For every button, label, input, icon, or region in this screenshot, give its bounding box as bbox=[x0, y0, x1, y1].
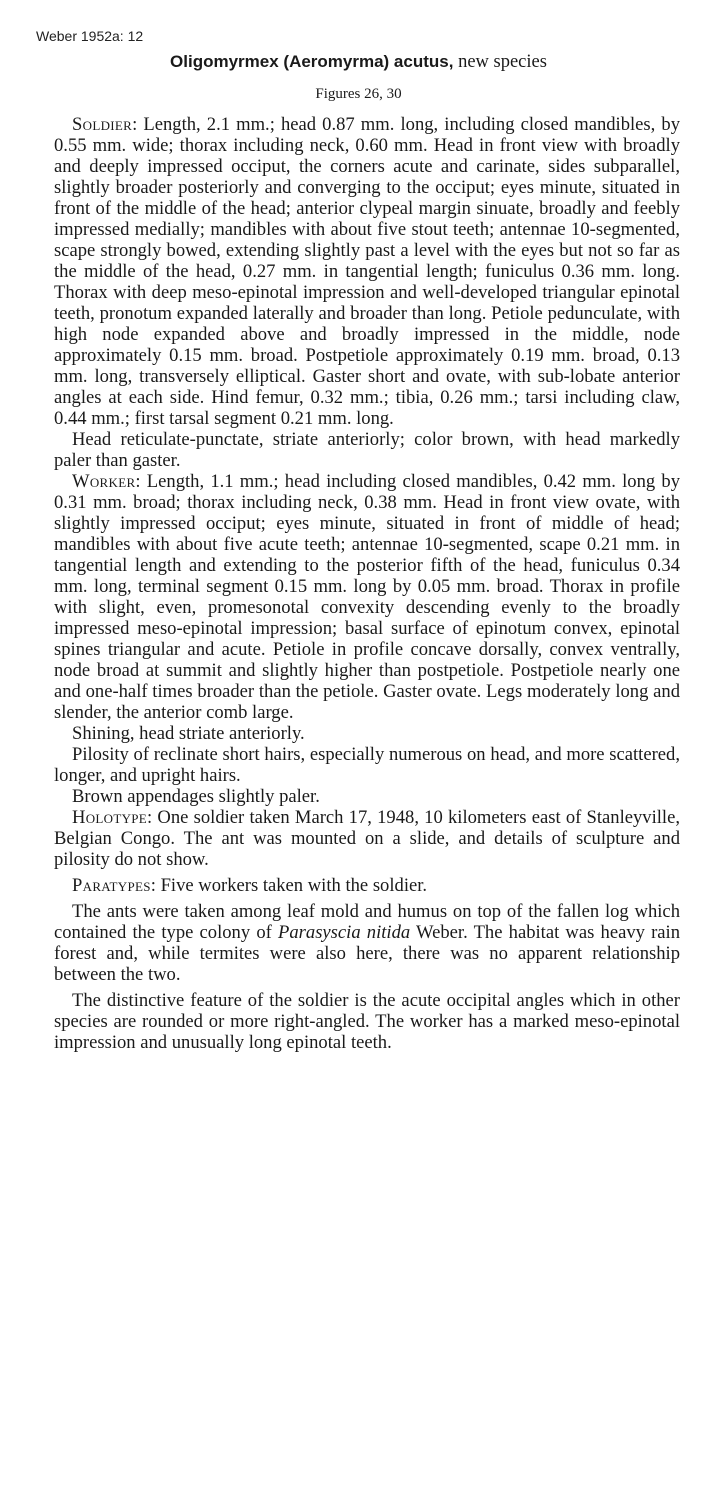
holotype-text: : One soldier taken March 17, 1948, 10 kilometers east of Stanleyville, Belgian Congo. The ant was mounted on a slide, and details of sculpture and pilosity do not show. bbox=[54, 807, 680, 870]
worker-text: : Length, 1.1 mm.; head including closed mandibles, 0.42 mm. long by 0.31 mm. broad; thorax including neck, 0.38 mm. Head in front view ovate, with slightly impressed occiput; eyes minute, situated in front of middle of head; mandibles with about five acute teeth; antennae 10-segmented, scape 0.21 mm. in tangential length and extending to the posterior fifth of the head, funiculus 0.34 mm. long, terminal segment 0.15 mm. long by 0.05 mm. broad. Thorax in profile with slight, even, promesonotal convexity descending evenly to the broadly impressed meso-epinotal impression; basal surface of epinotum convex, epinotal spines triangular and acute. Petiole in profile concave dorsally, convex ventrally, node broad at summit and slightly higher than postpetiole. Postpetiole nearly one and one-half times broader than the petiole. Gaster ovate. Legs moderately long and slender, the anterior comb large. bbox=[54, 471, 680, 723]
species-title bbox=[0, 52, 717, 73]
citation-tag: Weber 1952a: 12 bbox=[36, 28, 144, 44]
distinctive-paragraph: The distinctive feature of the soldier is the acute occipital angles which in other species are rounded or more right-angled. The worker has a marked meso-epinotal impression and unusually long epinotal teeth. bbox=[54, 990, 680, 1053]
habitat-text-before: The ants were taken among leaf mold and humus on top of the fallen log which contained the type colony of bbox=[54, 901, 680, 943]
soldier-paragraph bbox=[54, 114, 680, 429]
holotype-paragraph bbox=[54, 807, 680, 870]
habitat-species-name: Parasyscia nitida bbox=[278, 922, 411, 943]
paratypes-label: Paratypes bbox=[72, 875, 151, 896]
pilosity-paragraph: Pilosity of reclinate short hairs, especially numerous on head, and more scattered, longer, and upright hairs. bbox=[54, 744, 680, 786]
soldier-text: : Length, 2.1 mm.; head 0.87 mm. long, including closed mandibles, by 0.55 mm. wide; thorax including neck, 0.60 mm. Head in front view with broadly and deeply impressed occiput, the corners acute and carinate, sides subparallel, slightly broader posteriorly and converging to the occiput; eyes minute, situated in front of the middle of the head; anterior clypeal margin sinuate, broadly and feebly impressed medially; mandibles with about five stout teeth; antennae 10-segmented, scape strongly bowed, extending slightly past a level with the eyes but not so far as the middle of the head, 0.27 mm. in tangential length; funiculus 0.36 mm. long. Thorax with deep meso-epinotal impression and well-developed triangular epinotal teeth, pronotum expanded laterally and broader than long. Petiole pedunculate, with high node expanded above and broadly impressed in the middle, node approximately 0.15 mm. broad. Postpetiole approximately 0.19 mm. broad, 0.13 mm. long, transversely elliptical. Gaster short and ovate, with sub-lobate anterior angles at each side. Hind femur, 0.32 mm.; tibia, 0.26 mm.; tarsi including claw, 0.44 mm.; first tarsal segment 0.21 mm. long. bbox=[54, 114, 680, 429]
species-name: Oligomyrmex (Aeromyrma) acutus, bbox=[170, 52, 454, 71]
habitat-paragraph bbox=[54, 901, 680, 985]
color-paragraph: Brown appendages slightly paler. bbox=[72, 786, 320, 807]
soldier-sculpture-paragraph: Head reticulate-punctate, striate anteriorly; color brown, with head markedly paler than gaster. bbox=[54, 429, 680, 471]
shining-paragraph: Shining, head striate anteriorly. bbox=[72, 723, 305, 744]
holotype-label: Holotype bbox=[72, 807, 148, 828]
worker-paragraph bbox=[54, 471, 680, 723]
soldier-label: Soldier bbox=[72, 114, 133, 135]
habitat-text-after: Weber. The habitat was heavy rain forest and, while termites were also here, there was no apparent relationship between the two. bbox=[54, 922, 681, 985]
paratypes-text: : Five workers taken with the soldier. bbox=[150, 875, 428, 896]
worker-label: Worker bbox=[72, 471, 136, 492]
paratypes-paragraph bbox=[54, 875, 680, 896]
figures-reference: Figures 26, 30 bbox=[315, 86, 402, 102]
description-body bbox=[54, 114, 680, 1053]
species-status: new species bbox=[453, 52, 547, 72]
